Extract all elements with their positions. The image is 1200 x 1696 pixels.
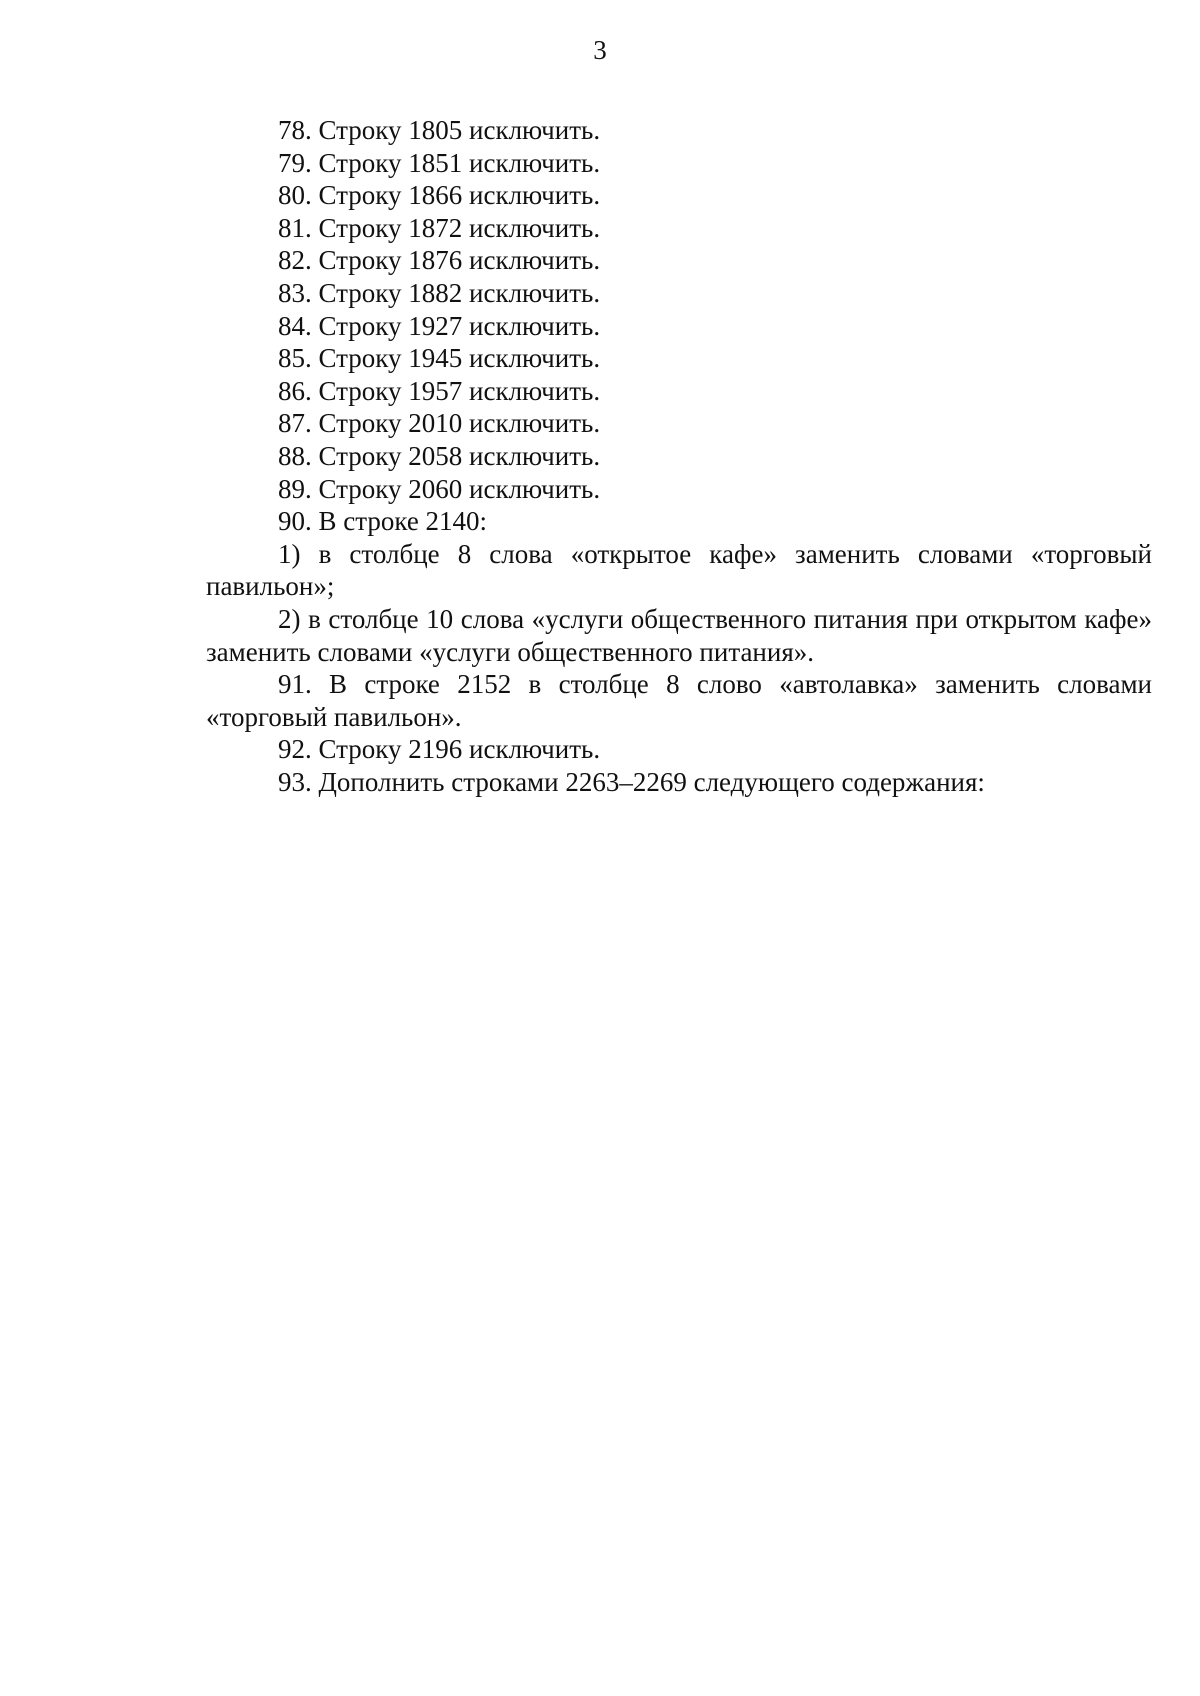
paragraph-item-85: 85. Строку 1945 исключить.: [278, 343, 601, 374]
paragraph-item-79: 79. Строку 1851 исключить.: [278, 147, 601, 178]
paragraph-item-88: 88. Строку 2058 исключить.: [278, 440, 601, 471]
paragraph-item-91: 91. В строке 2152 в столбце 8 слово «автолавка» заменить словами «торговый павильон».: [206, 669, 1152, 732]
page-number: 3: [593, 35, 607, 65]
paragraph-item-81: 81. Строку 1872 исключить.: [278, 212, 601, 243]
paragraph-item-84: 84. Строку 1927 исключить.: [278, 310, 601, 341]
paragraph-item-83: 83. Строку 1882 исключить.: [278, 277, 601, 308]
paragraph-subitem-90-1: 1) в столбце 8 слова «открытое кафе» заменить словами «торговый павильон»;: [206, 538, 1152, 602]
paragraph-item-92: 92. Строку 2196 исключить.: [278, 734, 601, 765]
paragraph-item-90: 90. В строке 2140:: [278, 506, 488, 537]
paragraph-item-89: 89. Строку 2060 исключить.: [278, 473, 601, 504]
paragraph-subitem-90-2: 2) в столбце 10 слова «услуги общественного питания при открытом кафе» заменить словами «услуги общественного питания».: [206, 603, 1152, 667]
document-body: [206, 114, 1152, 798]
paragraph-item-78: 78. Строку 1805 исключить.: [278, 115, 601, 145]
paragraph-item-87: 87. Строку 2010 исключить.: [278, 408, 601, 439]
paragraph-item-93: 93. Дополнить строками 2263–2269 следующего содержания:: [278, 766, 985, 797]
paragraph-item-86: 86. Строку 1957 исключить.: [278, 375, 601, 406]
paragraph-item-80: 80. Строку 1866 исключить.: [278, 180, 601, 211]
paragraph-item-82: 82. Строку 1876 исключить.: [278, 245, 601, 276]
